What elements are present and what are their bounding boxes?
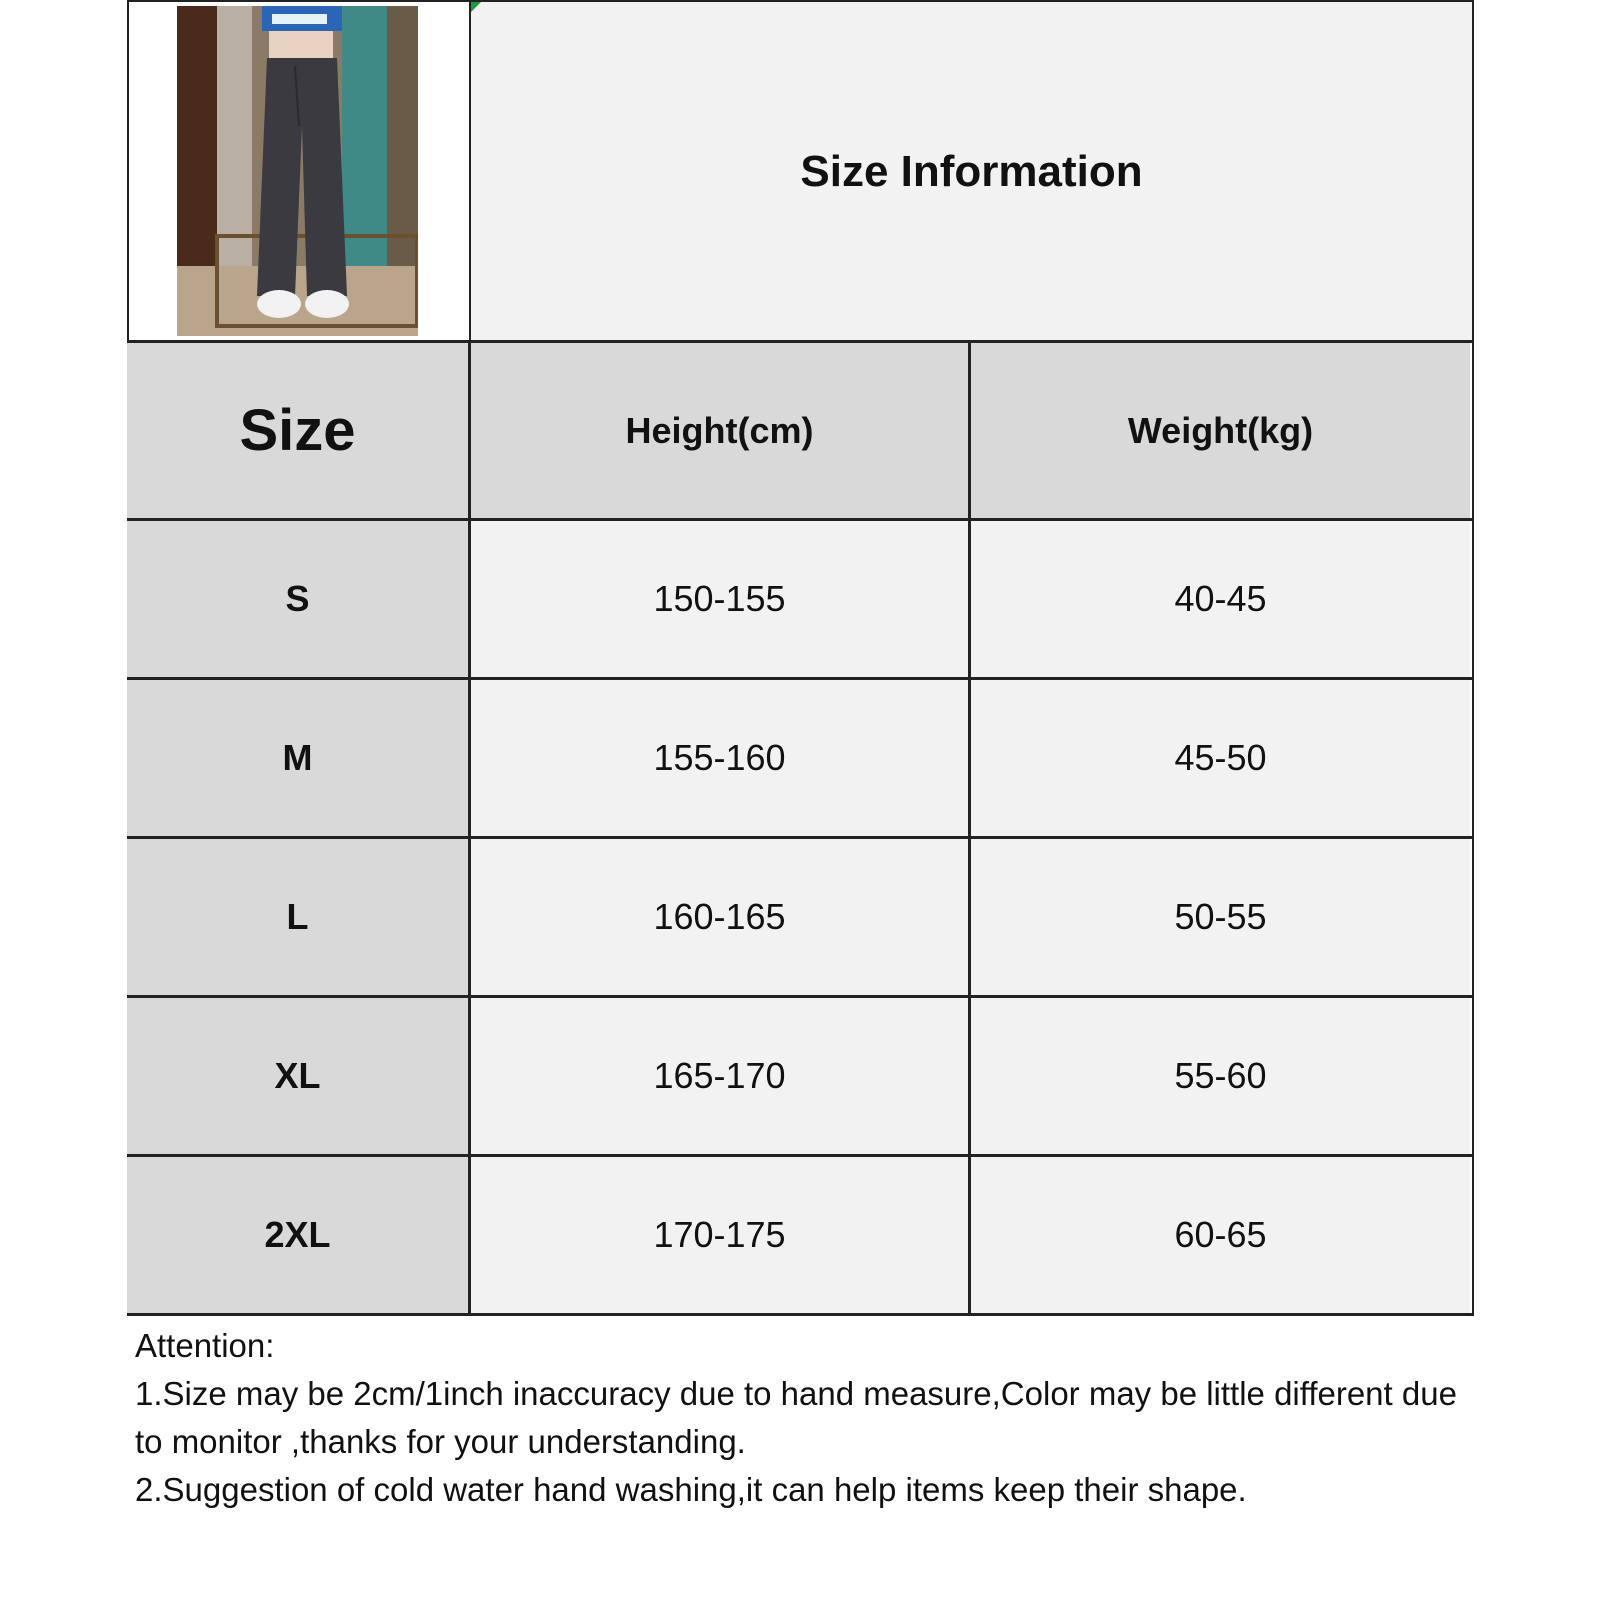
cell-corner-marker (471, 2, 481, 12)
notes-line-1: 1.Size may be 2cm/1inch inaccuracy due to hand measure,Color may be little different due to monitor ,thanks for your understanding. (135, 1375, 1457, 1460)
notes-heading: Attention: (135, 1327, 275, 1364)
height-cell: 160-165 (471, 839, 971, 995)
size-cell: XL (127, 998, 471, 1154)
weight-cell: 55-60 (971, 998, 1470, 1154)
size-cell: S (127, 521, 471, 677)
size-cell: L (127, 839, 471, 995)
title-cell (471, 2, 1472, 342)
height-cell: 155-160 (471, 680, 971, 836)
size-table (127, 340, 1474, 1313)
weight-cell: 40-45 (971, 521, 1470, 677)
page-title: Size Information (800, 147, 1143, 196)
weight-column-header: Weight(kg) (971, 343, 1470, 518)
table-row (127, 836, 1474, 995)
height-cell: 165-170 (471, 998, 971, 1154)
height-cell: 150-155 (471, 521, 971, 677)
table-row (127, 518, 1474, 677)
notes-line-2: 2.Suggestion of cold water hand washing,it can help items keep their shape. (135, 1471, 1247, 1508)
table-row (127, 677, 1474, 836)
size-cell: 2XL (127, 1157, 471, 1313)
attention-notes (127, 1313, 1474, 1600)
height-cell: 170-175 (471, 1157, 971, 1313)
weight-cell: 45-50 (971, 680, 1470, 836)
table-row (127, 995, 1474, 1154)
table-header-row (127, 340, 1474, 518)
height-column-header: Height(cm) (471, 343, 971, 518)
size-cell: M (127, 680, 471, 836)
table-row (127, 1154, 1474, 1313)
weight-cell: 60-65 (971, 1157, 1470, 1313)
size-column-header: Size (127, 343, 471, 518)
weight-cell: 50-55 (971, 839, 1470, 995)
model-wearing-pants-image (177, 6, 418, 336)
product-photo (177, 6, 418, 336)
